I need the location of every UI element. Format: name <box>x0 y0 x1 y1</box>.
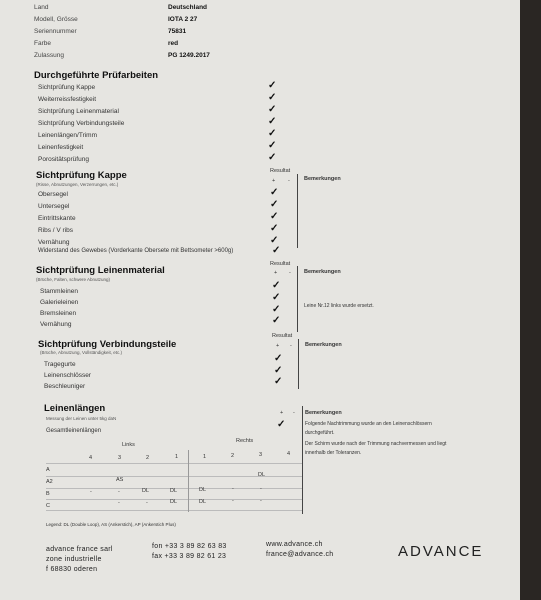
minus-label: - <box>293 410 295 416</box>
list-item: Tragegurte <box>44 361 76 368</box>
table-cell: AS <box>116 477 124 483</box>
check-icon: ✓ <box>272 304 281 315</box>
check-icon: ✓ <box>268 140 277 151</box>
value-serie: 75831 <box>168 28 187 35</box>
address-line: f 68830 oderen <box>46 566 98 573</box>
list-item: Porositätsprüfung <box>38 156 89 163</box>
section-title: Durchgeführte Prüfarbeiten <box>34 70 159 81</box>
section-subtitle: (Brüche, Falten, schwere Abnutzung) <box>36 277 111 282</box>
check-icon: ✓ <box>268 80 277 91</box>
rechts-label: Rechts <box>236 438 254 444</box>
check-icon: ✓ <box>277 419 286 430</box>
check-icon: ✓ <box>272 292 281 303</box>
links-label: Links <box>122 442 135 448</box>
fax-text: fax +33 3 89 82 61 23 <box>152 553 227 560</box>
minus-label: - <box>290 343 292 349</box>
section-title: Sichtprüfung Kappe <box>36 170 127 181</box>
section-subtitle: (Risse, Abnutzungen, Verzerrungen, etc.) <box>36 182 119 187</box>
plus-label: + <box>274 270 278 276</box>
table-rule <box>46 510 302 511</box>
check-icon: ✓ <box>272 315 281 326</box>
remark-text: Leine Nr.12 links wurde ersetzt. <box>304 303 374 309</box>
background-surface <box>520 0 541 600</box>
check-icon: ✓ <box>268 152 277 163</box>
table-cell: - <box>90 489 92 495</box>
section-title: Sichtprüfung Verbindungsteile <box>38 339 177 350</box>
section-subtitle: (Brüche, Abnutzung, Vollständigkeit, etc.) <box>40 350 123 355</box>
table-cell: DL <box>199 487 207 493</box>
label-zulassung: Zulassung <box>34 52 64 59</box>
table-cell: - <box>118 500 120 506</box>
label-serie: Seriennummer <box>34 28 77 35</box>
list-item: Ribs / V ribs <box>38 227 74 234</box>
table-cell: - <box>118 489 120 495</box>
table-cell: DL <box>142 488 150 494</box>
table-cell: - <box>146 500 148 506</box>
bemerkungen-label: Bemerkungen <box>304 269 341 275</box>
column-header: 4 <box>287 451 291 457</box>
list-item: Galerieleinen <box>40 299 79 306</box>
check-icon: ✓ <box>272 245 281 256</box>
list-item: Weiterreissfestigkeit <box>38 96 97 103</box>
label-farbe: Farbe <box>34 40 51 47</box>
bemerkungen-label: Bemerkungen <box>305 342 342 348</box>
list-item: Widerstand des Gewebes (Vorderkante Obersete mit Bettsometer >600g) <box>38 248 234 254</box>
list-item: Beschleuniger <box>44 383 86 390</box>
table-rule <box>46 463 302 464</box>
table-cell: - <box>260 498 262 504</box>
value-land: Deutschland <box>168 4 208 11</box>
check-icon: ✓ <box>270 211 279 222</box>
check-icon: ✓ <box>268 128 277 139</box>
list-item: Sichtprüfung Leinenmaterial <box>38 108 119 115</box>
list-item: Obersegel <box>38 191 68 198</box>
check-icon: ✓ <box>274 365 283 376</box>
column-header: 4 <box>89 455 93 461</box>
table-cell: DL <box>170 499 178 505</box>
check-icon: ✓ <box>274 353 283 364</box>
list-item: Leinenschlösser <box>44 372 91 379</box>
column-header: 3 <box>118 455 122 461</box>
minus-label: - <box>289 270 291 276</box>
label-land: Land <box>34 4 49 11</box>
website-link[interactable]: www.advance.ch <box>266 541 323 548</box>
list-item: Vernähung <box>38 239 70 246</box>
remark-line: Der Schirm wurde nach der Trimmung nachvermessen und liegt <box>305 441 447 447</box>
remark-line: Folgende Nachtrimmung wurde an den Leinenschlössern <box>305 421 432 427</box>
column-header: 1 <box>203 454 207 460</box>
list-item: Leinenfestigkeit <box>38 144 84 151</box>
resultat-label: Resultat <box>270 261 291 267</box>
address-line: zone industrielle <box>46 556 102 563</box>
bemerkungen-label: Bemerkungen <box>305 410 342 416</box>
table-cell: - <box>232 498 234 504</box>
check-icon: ✓ <box>270 235 279 246</box>
row-label: A2 <box>46 479 53 485</box>
column-header: 1 <box>175 454 179 460</box>
column-divider <box>302 406 303 514</box>
check-icon: ✓ <box>274 376 283 387</box>
value-modell: IOTA 2 27 <box>168 16 198 23</box>
section-subtitle: Messung der Leinen unter 5kg daN <box>46 416 117 421</box>
plus-label: + <box>272 178 276 184</box>
list-item: Leinenlängen/Trimm <box>38 132 98 139</box>
column-header: 2 <box>146 455 150 461</box>
table-cell: DL <box>258 472 266 478</box>
check-icon: ✓ <box>270 187 279 198</box>
list-item: Bremsleinen <box>40 310 77 317</box>
column-divider <box>298 339 299 389</box>
resultat-label: Resultat <box>272 333 293 339</box>
minus-label: - <box>288 178 290 184</box>
column-header: 3 <box>259 452 263 458</box>
column-divider <box>297 266 298 332</box>
check-icon: ✓ <box>268 92 277 103</box>
check-icon: ✓ <box>268 116 277 127</box>
table-cell: - <box>232 486 234 492</box>
row-label: A <box>46 467 50 473</box>
list-item: Stammleinen <box>40 288 78 295</box>
row-label: C <box>46 503 50 509</box>
resultat-label: Resultat <box>270 168 291 174</box>
remark-line: innerhalb der Toleranzen. <box>305 450 362 456</box>
legend-text: Legend: DL (Double Loop), AS (Ankerstich), AP (Ankerstich Plus) <box>46 522 176 527</box>
gesamt-label: Gesamtleinenlängen <box>46 428 102 434</box>
row-label: B <box>46 491 50 497</box>
phone-text: fon +33 3 89 82 63 83 <box>152 543 227 550</box>
advance-logo: ADVANCE <box>398 543 484 560</box>
address-line: advance france sarl <box>46 546 113 553</box>
check-icon: ✓ <box>270 199 279 210</box>
check-icon: ✓ <box>268 104 277 115</box>
label-modell: Modell, Grösse <box>34 16 78 23</box>
column-divider <box>297 174 298 248</box>
plus-label: + <box>276 343 280 349</box>
table-cell: - <box>260 486 262 492</box>
email-link[interactable]: france@advance.ch <box>266 551 334 558</box>
check-icon: ✓ <box>270 223 279 234</box>
value-zulassung: PG 1249.2017 <box>168 52 210 59</box>
check-icon: ✓ <box>272 280 281 291</box>
center-divider <box>188 450 189 512</box>
column-header: 2 <box>231 453 235 459</box>
list-item: Sichtprüfung Verbindungsteile <box>38 120 125 127</box>
plus-label: + <box>280 410 284 416</box>
list-item: Untersegel <box>38 203 70 210</box>
section-title: Sichtprüfung Leinenmaterial <box>36 265 165 276</box>
list-item: Sichtprüfung Kappe <box>38 84 96 91</box>
table-cell: DL <box>199 499 207 505</box>
section-title: Leinenlängen <box>44 403 106 414</box>
table-cell: DL <box>170 488 178 494</box>
remark-line: durchgeführt. <box>305 430 335 436</box>
value-farbe: red <box>168 40 179 47</box>
list-item: Vernähung <box>40 321 72 328</box>
list-item: Eintrittskante <box>38 215 76 222</box>
bemerkungen-label: Bemerkungen <box>304 176 341 182</box>
